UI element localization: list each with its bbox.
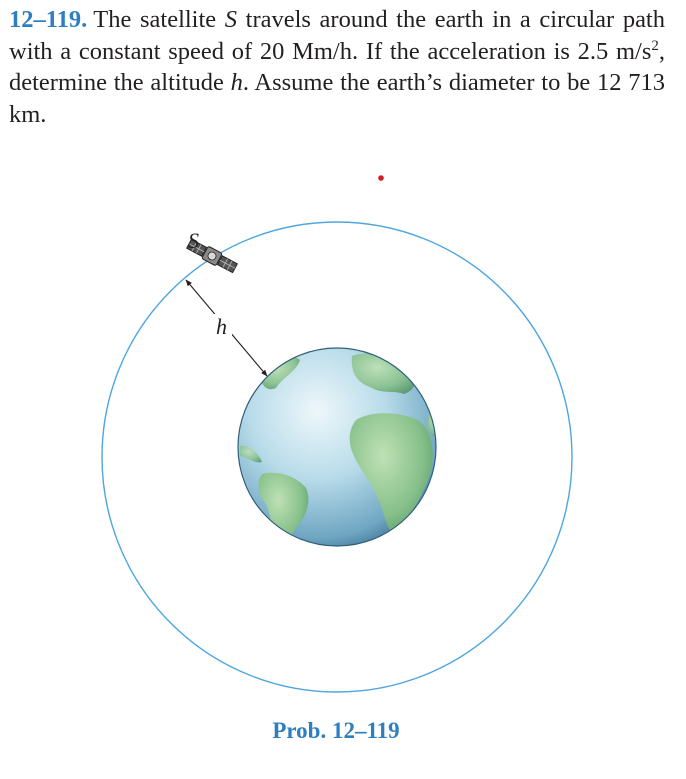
red-dot-marker <box>378 175 384 181</box>
problem-text-2: travels around the earth in a circular path with a constant speed of 20 Mm/h. If the acceleration is 2.5 m/s <box>9 6 665 65</box>
problem-text-4: . Assume the earth’s diameter to be 12 713 km. <box>9 69 665 128</box>
problem-text-1: The satellite <box>93 6 225 33</box>
figure-caption: Prob. 12–119 <box>272 718 400 743</box>
earth-globe-icon <box>238 348 440 550</box>
satellite-label: S <box>188 228 199 253</box>
problem-number: 12–119. <box>9 6 88 33</box>
altitude-label: h <box>216 314 227 339</box>
satellite-variable: S <box>224 6 238 33</box>
exponent: 2 <box>651 37 659 54</box>
problem-text-3: , determine the altitude <box>9 37 665 96</box>
altitude-variable: h <box>230 69 243 96</box>
